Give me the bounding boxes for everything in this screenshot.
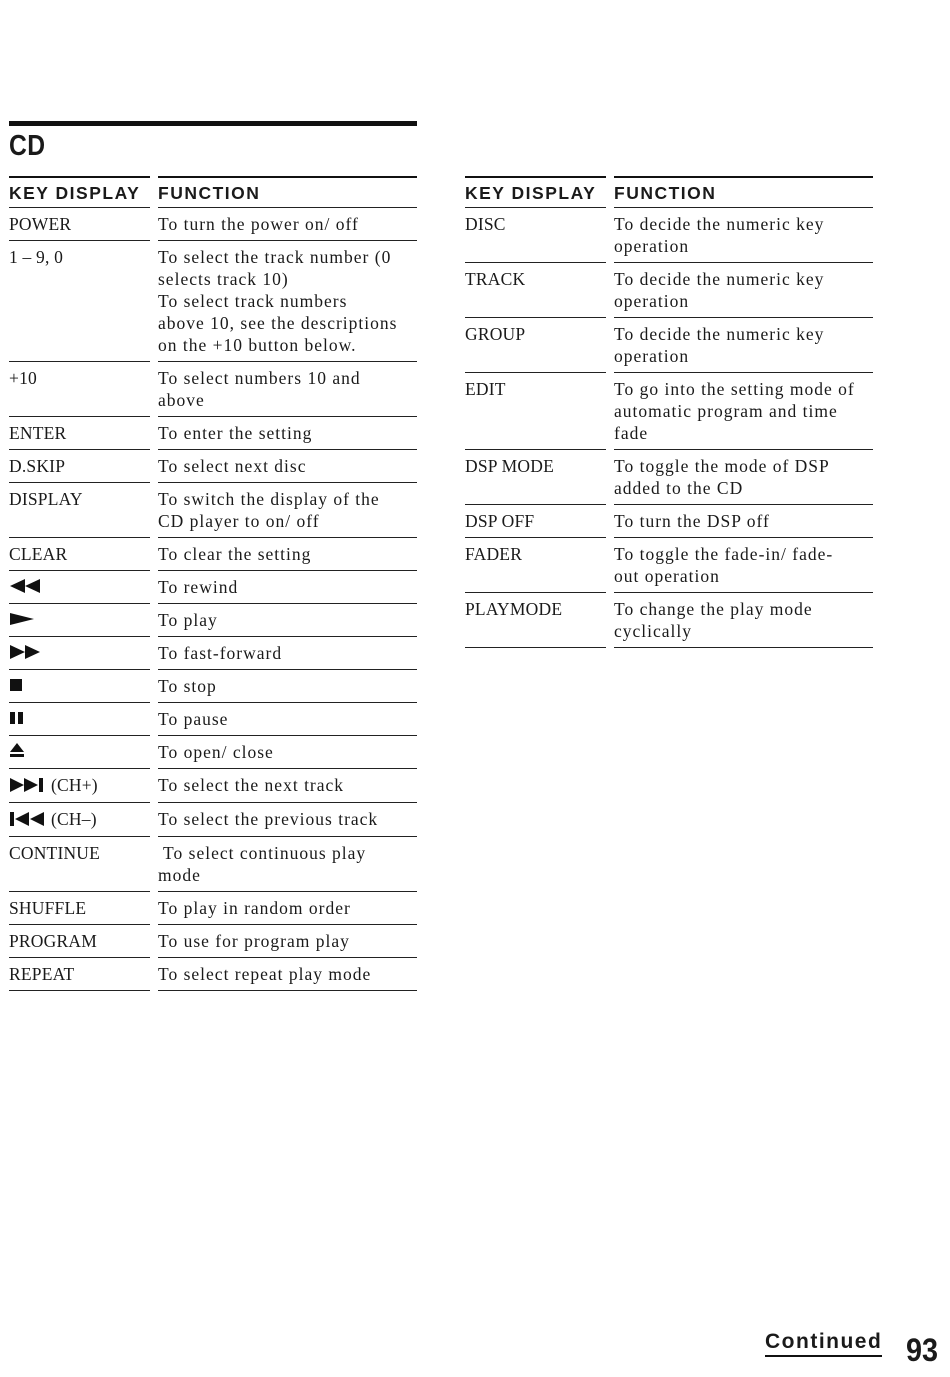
function-text: mode [158, 865, 201, 885]
key-label: FADER [465, 544, 523, 564]
next-track-icon [9, 778, 45, 792]
function-cell [158, 208, 417, 241]
function-text: selects track 10) [158, 269, 289, 289]
function-text: To turn the power on/ off [158, 214, 359, 234]
key-display-cell [9, 604, 150, 637]
function-text: To select continuous play [158, 843, 367, 863]
key-display-cell [9, 837, 150, 892]
table-row [465, 538, 873, 593]
function-text: operation [614, 236, 690, 256]
key-display-cell [9, 703, 150, 736]
function-text: To select numbers 10 and [158, 368, 361, 388]
key-label: DSP MODE [465, 456, 554, 476]
table-row [9, 450, 417, 483]
table-row [9, 803, 417, 837]
table-body-right [465, 208, 873, 648]
function-cell [158, 538, 417, 571]
pause-icon [9, 711, 25, 725]
function-text: above 10, see the descriptions [158, 313, 398, 333]
function-text: To select next disc [158, 456, 307, 476]
key-label: DSP OFF [465, 511, 535, 531]
table-row [9, 208, 417, 241]
stop-icon [9, 678, 23, 692]
key-display-cell [9, 417, 150, 450]
function-text: To toggle the fade-in/ fade- [614, 544, 834, 564]
function-cell [614, 263, 873, 318]
function-cell [158, 604, 417, 637]
key-label: TRACK [465, 269, 526, 289]
rewind-icon [9, 579, 41, 593]
header-key-display: KEY DISPLAY [9, 176, 150, 208]
key-table-right [465, 176, 873, 648]
function-text: above [158, 390, 205, 410]
function-text: To clear the setting [158, 544, 312, 564]
function-text: To decide the numeric key [614, 214, 825, 234]
function-text: on the +10 button below. [158, 335, 357, 355]
function-cell [158, 571, 417, 604]
table-header [9, 176, 417, 208]
function-text: To play [158, 610, 218, 630]
table-row [9, 670, 417, 703]
page-number: 93 [906, 1332, 939, 1368]
key-label: ENTER [9, 423, 67, 443]
function-text: To decide the numeric key [614, 324, 825, 344]
section-rule [9, 121, 417, 126]
key-label: SHUFFLE [9, 898, 87, 918]
function-cell [158, 892, 417, 925]
key-label: CLEAR [9, 544, 68, 564]
function-text: To change the play mode [614, 599, 813, 619]
function-text: To decide the numeric key [614, 269, 825, 289]
table-row [465, 373, 873, 450]
key-display-cell [9, 958, 150, 991]
key-display-cell [9, 892, 150, 925]
function-cell [158, 769, 417, 803]
function-text: To go into the setting mode of [614, 379, 855, 399]
function-cell [158, 803, 417, 837]
function-text: operation [614, 291, 690, 311]
table-row [9, 892, 417, 925]
function-cell [158, 362, 417, 417]
function-text: added to the CD [614, 478, 744, 498]
function-cell [158, 450, 417, 483]
function-cell [614, 593, 873, 648]
function-text: To select track numbers [158, 291, 348, 311]
function-text: cyclically [614, 621, 693, 641]
table-row [9, 837, 417, 892]
function-text: To play in random order [158, 898, 351, 918]
function-cell [158, 703, 417, 736]
key-display-cell [9, 769, 150, 803]
key-display-cell [9, 538, 150, 571]
table-row [465, 263, 873, 318]
function-text: CD player to on/ off [158, 511, 320, 531]
table-row [9, 925, 417, 958]
header-key-display: KEY DISPLAY [465, 176, 606, 208]
key-display-cell [9, 637, 150, 670]
table-row [9, 736, 417, 769]
table-row [9, 483, 417, 538]
function-cell [614, 505, 873, 538]
function-cell [614, 450, 873, 505]
function-cell [614, 373, 873, 450]
key-display-cell [465, 373, 606, 450]
function-text: To select the next track [158, 775, 345, 795]
function-text: To stop [158, 676, 217, 696]
key-label: GROUP [465, 324, 526, 344]
function-cell [158, 670, 417, 703]
function-text: To turn the DSP off [614, 511, 770, 531]
fast-forward-icon [9, 645, 41, 659]
key-label: EDIT [465, 379, 506, 399]
previous-track-icon [9, 812, 45, 826]
function-text: To rewind [158, 577, 239, 597]
header-function: FUNCTION [614, 176, 873, 208]
continued-label: Continued [765, 1330, 882, 1357]
key-display-cell [465, 450, 606, 505]
table-row [9, 241, 417, 362]
function-cell [158, 637, 417, 670]
key-display-cell [9, 925, 150, 958]
table-row [465, 593, 873, 648]
function-cell [158, 241, 417, 362]
table-row [9, 571, 417, 604]
function-text: out operation [614, 566, 720, 586]
function-cell [158, 483, 417, 538]
key-display-cell [465, 505, 606, 538]
key-label: (CH+) [51, 775, 98, 795]
key-display-cell [465, 318, 606, 373]
key-display-cell [9, 670, 150, 703]
function-text: To open/ close [158, 742, 274, 762]
function-cell [158, 417, 417, 450]
function-text: fade [614, 423, 649, 443]
function-text: To pause [158, 709, 229, 729]
function-text: To select repeat play mode [158, 964, 372, 984]
table-row [9, 538, 417, 571]
table-row [9, 362, 417, 417]
key-label: PROGRAM [9, 931, 97, 951]
table-row [9, 417, 417, 450]
function-cell [614, 538, 873, 593]
table-row [465, 450, 873, 505]
table-row [465, 208, 873, 263]
function-cell [614, 208, 873, 263]
function-cell [158, 736, 417, 769]
function-text: To fast-forward [158, 643, 283, 663]
key-label: 1 – 9, 0 [9, 247, 64, 267]
key-display-cell [465, 593, 606, 648]
function-text: automatic program and time [614, 401, 838, 421]
function-text: To switch the display of the [158, 489, 380, 509]
function-text: To toggle the mode of DSP [614, 456, 830, 476]
table-row [9, 703, 417, 736]
key-label: +10 [9, 368, 37, 388]
table-row [9, 604, 417, 637]
key-label: CONTINUE [9, 843, 101, 863]
function-cell [158, 958, 417, 991]
key-label: REPEAT [9, 964, 75, 984]
key-display-cell [9, 483, 150, 538]
key-label: PLAYMODE [465, 599, 563, 619]
header-function: FUNCTION [158, 176, 417, 208]
table-row [9, 769, 417, 803]
key-display-cell [465, 538, 606, 593]
function-text: To enter the setting [158, 423, 313, 443]
eject-icon [9, 742, 25, 758]
function-text: To select the previous track [158, 809, 379, 829]
key-display-cell [9, 736, 150, 769]
key-display-cell [465, 263, 606, 318]
key-label: POWER [9, 214, 72, 234]
key-display-cell [9, 208, 150, 241]
key-display-cell [465, 208, 606, 263]
play-icon [9, 612, 35, 626]
key-display-cell [9, 241, 150, 362]
function-text: operation [614, 346, 690, 366]
key-display-cell [9, 803, 150, 837]
section-title: CD [9, 130, 46, 162]
key-label: (CH–) [51, 809, 97, 829]
function-cell [158, 837, 417, 892]
table-body-left [9, 208, 417, 991]
table-row [465, 318, 873, 373]
table-row [465, 505, 873, 538]
table-row [9, 637, 417, 670]
key-display-cell [9, 450, 150, 483]
function-text: To use for program play [158, 931, 350, 951]
function-cell [158, 925, 417, 958]
key-label: D.SKIP [9, 456, 66, 476]
key-display-cell [9, 571, 150, 604]
function-cell [614, 318, 873, 373]
key-table-left [9, 176, 417, 991]
table-header [465, 176, 873, 208]
key-label: DISPLAY [9, 489, 83, 509]
key-display-cell [9, 362, 150, 417]
function-text: To select the track number (0 [158, 247, 392, 267]
table-row [9, 958, 417, 991]
key-label: DISC [465, 214, 506, 234]
